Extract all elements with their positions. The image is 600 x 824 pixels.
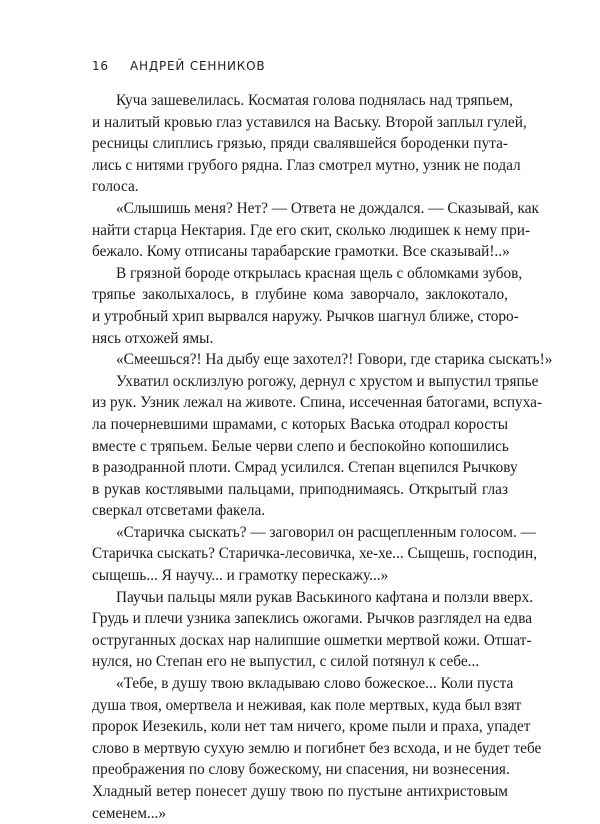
text-line: преображения по слову божескому, ни спасения, ни вознесения. [92,761,510,779]
text-line: тряпье заколыхалось, в глубине кома заворчало, заклокотало, [92,286,508,304]
author-name: АНДРЕЙ СЕННИКОВ [130,59,266,73]
paragraph [92,90,527,198]
text-line: слово в мертвую сухую землю и погибнет без всхода, и не будет тебе [92,739,542,757]
text-line: нясь отхожей ямы. [92,329,214,347]
page-number: 16 [92,59,109,73]
running-head [92,59,265,73]
text-line: бежало. Кому отписаны тарабарские грамотки. Все сказывай!..» [92,243,510,261]
text-line: душа твоя, омертвела и неживая, как поле мертвых, куда был взят [92,696,522,714]
text-line: найти старца Нектария. Где его скит, сколько людишек к нему при- [92,221,531,239]
text-line: в разодранной плоти. Смрад усилился. Степан вцепился Рычкову [92,459,518,477]
body-text [92,90,553,824]
text-line: В грязной бороде открылась красная щель с обломками зубов, [116,264,523,282]
text-line: Паучьи пальцы мяли рукав Васькиного кафтана и ползли вверх. [116,588,534,606]
text-line: в рукав костлявыми пальцами, приподнимаясь. Открытый глаз [92,480,508,498]
paragraph [92,349,553,371]
text-line: и налитый кровью глаз уставился на Ваську. Второй заплыл гулей, [92,113,527,131]
text-line: семенем...» [92,804,167,822]
text-line: Старичка сыскать? Старичка-лесовичка, хе-хе... Сыщешь, господин, [92,545,538,563]
text-line: «Слышишь меня? Нет? — Ответа не дождался. — Сказывай, как [116,199,539,217]
text-line: ресницы слиплись грязью, пряди свалявшейся бороденки пута- [92,135,508,153]
text-line: «Старичка сыскать? — заговорил он расщепленным голосом. — [116,523,536,541]
text-line: вместе с тряпьем. Белые черви слепо и беспокойно копошились [92,437,509,455]
text-line: Грудь и плечи узника запеклись ожогами. Рычков разглядел на едва [92,610,533,628]
paragraph [92,198,539,263]
text-line: нулся, но Степан его не выпустил, с силой потянул к себе... [92,653,480,671]
text-line: из рук. Узник лежал на животе. Спина, иссеченная батогами, вспуха- [92,394,543,412]
text-line: лись с нитями грубого рядна. Глаз смотрел мутно, узник не подал [92,156,521,174]
text-line: Ухватил осклизлую рогожу, дернул с хрустом и выпустил тряпье [116,372,539,390]
paragraph [92,263,523,349]
text-line: пророк Иезекиль, коли нет там ничего, кроме пыли и праха, упадет [92,718,531,736]
paragraph [92,522,538,587]
text-line: и утробный хрип вырвался наружу. Рычков шагнул ближе, сторо- [92,307,519,325]
text-line: сверкал отсветами факела. [92,502,266,520]
text-line: сыщешь... Я научу... и грамотку перескажу...» [92,567,389,585]
text-line: оструганных досках нар налипшие ошметки мертвой кожи. Отшат- [92,631,532,649]
paragraph [92,673,542,824]
paragraph [92,587,534,673]
text-line: голоса. [92,178,139,196]
paragraph [92,371,543,522]
text-line: «Тебе, в душу твою вкладываю слово божеское... Коли пуста [116,675,514,693]
text-line: ла почерневшими шрамами, с которых Васька отодрал коросты [92,415,508,433]
text-line: Куча зашевелилась. Косматая голова поднялась над тряпьем, [116,92,514,109]
text-line: «Смеешься?! На дыбу еще захотел?! Говори, где старика сыскать!» [116,351,553,369]
text-line: Хладный ветер понесет душу твою по пустыне антихристовым [92,783,508,800]
